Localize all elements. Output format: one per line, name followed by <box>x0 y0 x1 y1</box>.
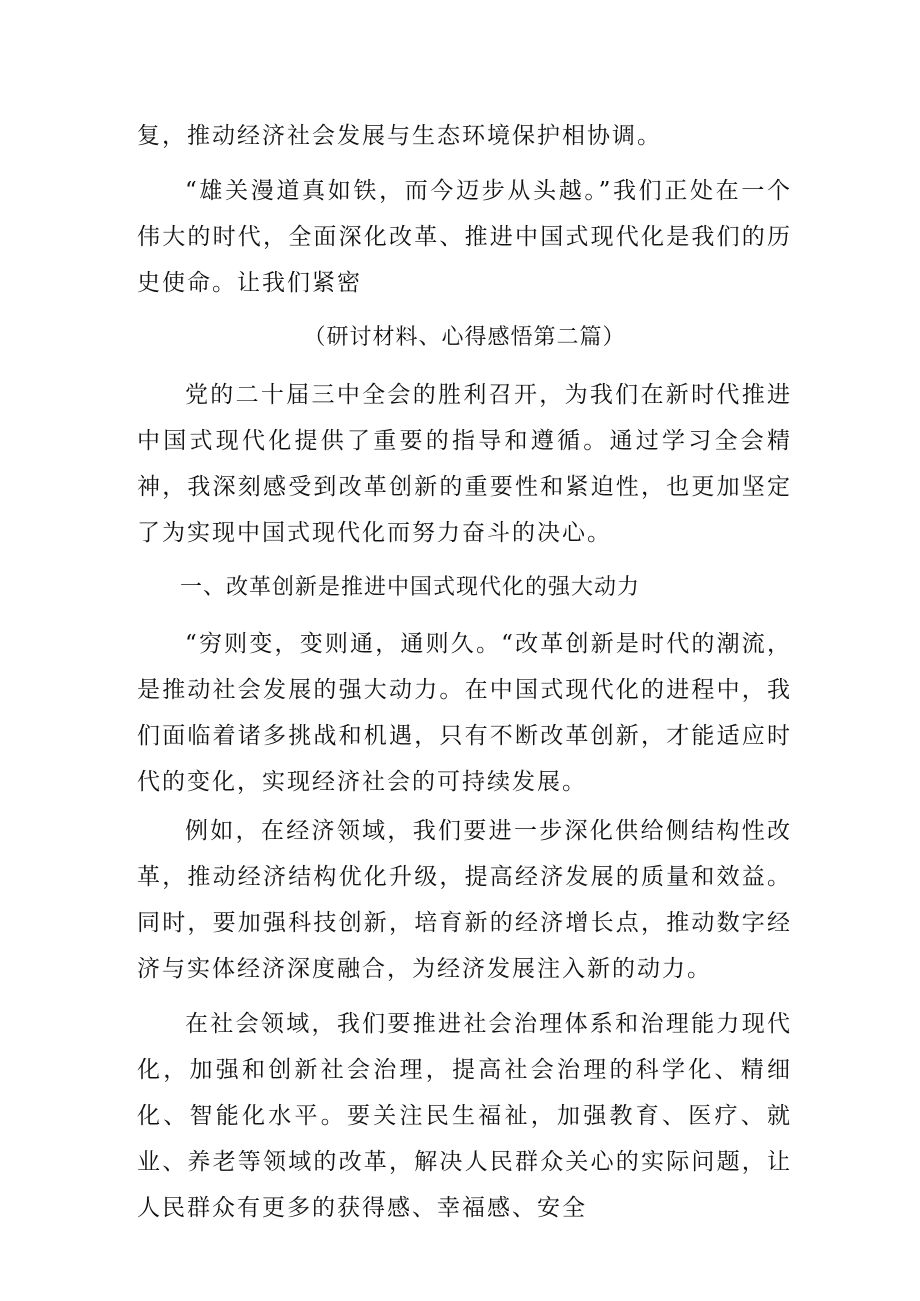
paragraph-quote-intro: “雄关漫道真如铁，而今迈步从头越。”我们正处在一个伟大的时代，全面深化改革、推进中国式现代化是我们的历史使命。让我们紧密 <box>137 178 792 296</box>
paragraph-reform-driver: “穷则变，变则通，通则久。“改革创新是时代的潮流，是推动社会发展的强大动力。在中国式现代化的进程中，我们面临着诸多挑战和机遇，只有不断改革创新，才能适应时代的变化，实现经济社会的可持续发展。 <box>137 631 792 795</box>
section-title: （研讨材料、心得感悟第二篇） <box>303 325 626 350</box>
paragraph-economic-field: 例如，在经济领域，我们要进一步深化供给侧结构性改革，推动经济结构优化升级，提高经济发展的质量和效益。同时，要加强科技创新，培育新的经济增长点，推动数字经济与实体经济深度融合，为经济发展注入新的动力。 <box>137 818 792 982</box>
paragraph-continued: 复，推动经济社会发展与生态环境保护相协调。 <box>137 123 662 149</box>
paragraph-social-field: 在社会领域，我们要推进社会治理体系和治理能力现代化，加强和创新社会治理，提高社会治理的科学化、精细化、智能化水平。要关注民生福祉，加强教育、医疗、就业、养老等领域的改革，解决人民群众关心的实际问题，让人民群众有更多的获得感、幸福感、安全 <box>137 1011 792 1221</box>
paragraph-introduction: 党的二十届三中全会的胜利召开，为我们在新时代推进中国式现代化提供了重要的指导和遵循。通过学习全会精神，我深刻感受到改革创新的重要性和紧迫性，也更加坚定了为实现中国式现代化而努力奋斗的决心。 <box>137 382 792 546</box>
heading-reform-innovation: 一、改革创新是推进中国式现代化的强大动力 <box>180 575 641 600</box>
